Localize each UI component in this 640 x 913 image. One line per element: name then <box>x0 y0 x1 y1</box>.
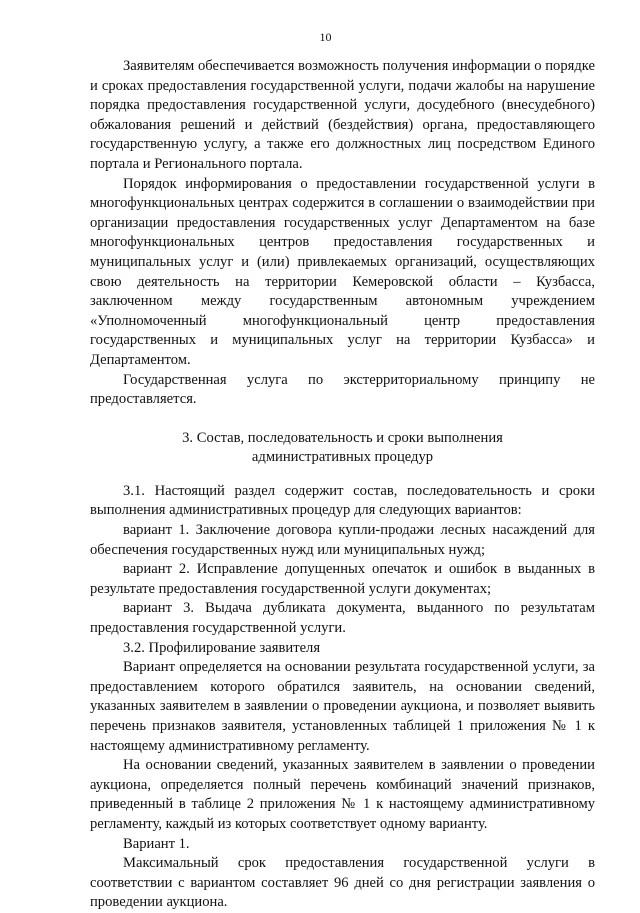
paragraph-variant-2: вариант 2. Исправление допущенных опечаток и ошибок в выданных в результате предоставления государственной услуги документах; <box>90 561 595 597</box>
section-heading-line2: административных процедур <box>251 449 434 466</box>
document-page <box>90 30 595 913</box>
section-heading-line1: 3. Состав, последовательность и сроки выполнения <box>182 429 503 446</box>
paragraph-3-2-title: 3.2. Профилирование заявителя <box>123 639 321 656</box>
paragraph-variant-1-title: Вариант 1. <box>123 835 190 852</box>
paragraph-combinations: На основании сведений, указанных заявителем в заявлении о проведении аукциона, определяется полный перечень комбинаций значений признаков, приведенный в таблице 2 приложения № 1 к настоящему административному регламенту, каждый из которых соответствует одному варианту. <box>90 757 595 832</box>
paragraph-extraterritorial: Государственная услуга по экстерриториальному принципу не предоставляется. <box>90 371 595 408</box>
spacer <box>90 410 595 429</box>
paragraph-profiling: Вариант определяется на основании результата государственной услуги, за предоставлением которого обратился заявитель, на основании сведений, указанных заявителем в заявлении о проведении аукциона, и позволяет выявить перечень признаков заявителя, установленных таблицей 1 приложения № 1 к настоящему административному регламенту. <box>90 659 595 754</box>
paragraph-info-access: Заявителям обеспечивается возможность получения информации о порядке и сроках предоставления государственной услуги, подачи жалобы на нарушение порядка предоставления государственной услуги, досудебного (внесудебного) обжалования решений и действий (бездействия) органа, предоставляющего государственную услугу, а также его должностных лиц посредством Единого портала и Регионального портала. <box>90 58 595 172</box>
page-number: 10 <box>319 30 332 44</box>
paragraph-mfc-informing: Порядок информирования о предоставлении государственной услуги в многофункциональных центрах содержится в соглашении о взаимодействии при организации предоставления государственных услуг Департаментом на базе многофункциональных центров предоставления государственных и муниципальных услуг и (или) привлекаемых организаций, осуществляющих свою деятельность на территории Кемеровской области – Кузбасса, заключенном между государственным автономным учреждением «Уполномоченный многофункциональный центр предоставления государственных и муниципальных услуг на территории Кузбасса» и Департаментом. <box>90 175 595 368</box>
paragraph-variant-3: вариант 3. Выдача дубликата документа, выданного по результатам предоставления государственной услуги. <box>90 600 595 637</box>
paragraph-variant-1: вариант 1. Заключение договора купли-продажи лесных насаждений для обеспечения государственных нужд или муниципальных нужд; <box>90 522 595 558</box>
paragraph-3-1: 3.1. Настоящий раздел содержит состав, последовательность и сроки выполнения административных процедур для следующих вариантов: <box>90 482 595 519</box>
spacer <box>90 468 595 482</box>
paragraph-max-term: Максимальный срок предоставления государственной услуги в соответствии с вариантом составляет 96 дней со дня регистрации заявления о проведении аукциона. <box>90 855 595 911</box>
